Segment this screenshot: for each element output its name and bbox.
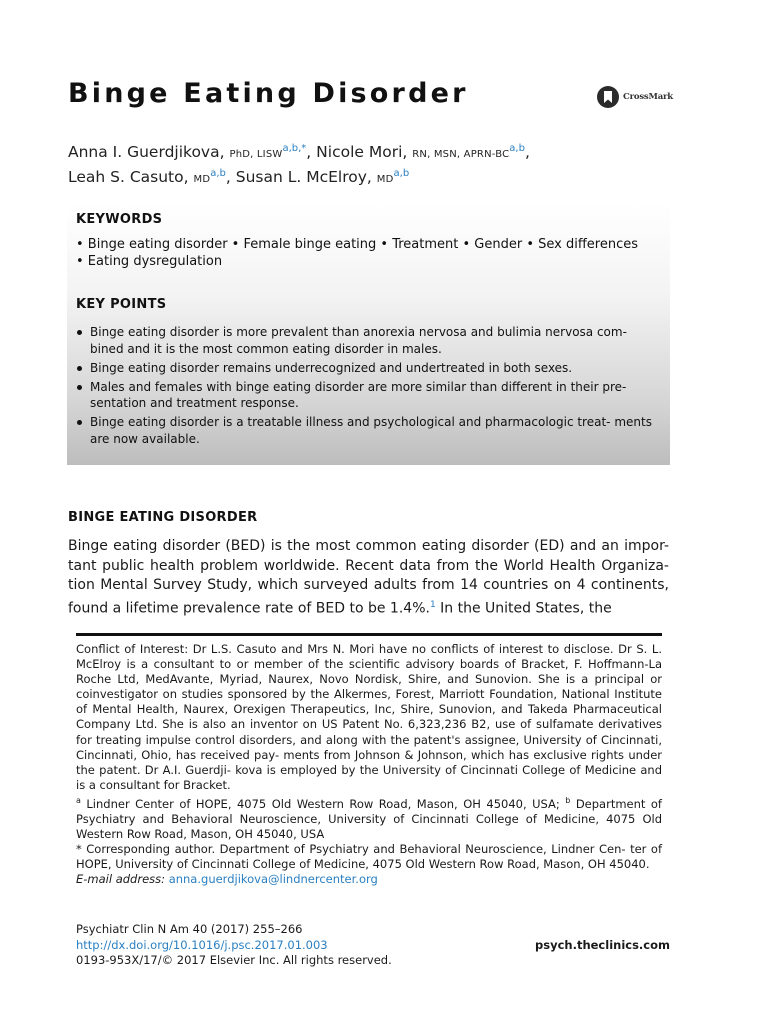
email-line: [76, 872, 662, 887]
reference-link[interactable]: 1: [429, 599, 436, 610]
author-degree: RN, MSN, APRN-BC: [412, 149, 510, 160]
email-label: E-mail address:: [76, 872, 166, 887]
author-separator: ,: [524, 143, 530, 161]
author-affiliation-mark[interactable]: a,b: [509, 142, 525, 154]
author-list: [68, 141, 708, 191]
author-affiliation-mark[interactable]: a,b: [393, 167, 410, 179]
keywords-heading: KEYWORDS: [76, 212, 163, 227]
keywords-keypoints-box: [67, 204, 670, 465]
body-paragraph: [68, 537, 669, 619]
citation-block: [76, 922, 670, 969]
key-point-item: Males and females with binge eating disorder are more similar than different in their pre- sentation and treatment response.: [76, 379, 661, 412]
keywords-line: • Binge eating disorder • Female binge eating • Treatment • Gender • Sex differences: [76, 237, 639, 252]
section-heading: BINGE EATING DISORDER: [68, 510, 258, 525]
key-point-item: Binge eating disorder is a treatable illness and psychological and pharmacologic treat- ments are now available.: [76, 414, 661, 447]
key-point-item: Binge eating disorder remains underrecognized and undertreated in both sexes.: [76, 360, 661, 377]
article-title: Binge Eating Disorder: [68, 78, 469, 109]
key-point-item: Binge eating disorder is more prevalent than anorexia nervosa and bulimia nervosa com- bined and it is the most common eating disorder in males.: [76, 324, 661, 357]
body-text: Binge eating disorder (BED) is the most common eating disorder (ED) and an impor- tant public health problem worldwide. Recent data from the World Health Organiza- tion Mental Survey Study, which surveyed adults from 14 countries on 4 continents, found a lifetime prevalence rate of BED to be 1.4%.: [68, 538, 669, 617]
body-text: In the United States, the: [435, 600, 612, 617]
doi-link[interactable]: http://dx.doi.org/10.1016/j.psc.2017.01.003: [76, 937, 328, 952]
author-affiliation-mark[interactable]: a,b,*: [282, 142, 307, 154]
author-separator: ,: [306, 143, 312, 161]
author-name: Nicole Mori,: [316, 143, 408, 161]
author-separator: ,: [225, 168, 231, 186]
copyright-line: 0193-953X/17/© 2017 Elsevier Inc. All rights reserved.: [76, 953, 392, 967]
affiliation-mark: a: [76, 795, 81, 805]
author-degree: MD: [193, 174, 211, 185]
author-degree: PhD, LISW: [229, 149, 283, 160]
corresponding-author: * Corresponding author. Department of Psychiatry and Behavioral Neuroscience, Lindner Cen- ter of HOPE, University of Cincinnati College of Medicine, 4075 Old Western Row Road, Mason, OH 45040.: [76, 842, 662, 872]
email-link[interactable]: anna.guerdjikova@lindnercenter.org: [168, 872, 378, 887]
footnote-divider: [76, 633, 662, 636]
bookmark-icon: [597, 86, 619, 108]
affiliation-mark: b: [565, 795, 571, 805]
crossmark-label: CrossMark: [623, 92, 673, 102]
journal-website[interactable]: psych.theclinics.com: [535, 937, 670, 952]
author-name: Anna I. Guerdjikova,: [68, 143, 225, 161]
affiliation-text: Lindner Center of HOPE, 4075 Old Western Row Road, Mason, OH 45040, USA;: [80, 796, 566, 811]
keywords-list: [76, 236, 666, 270]
affiliations: [76, 793, 662, 842]
author-name: Susan L. McElroy,: [235, 168, 372, 186]
author-affiliation-mark[interactable]: a,b: [210, 167, 226, 179]
conflict-of-interest: Conflict of Interest: Dr L.S. Casuto and Mrs N. Mori have no conflicts of interest to disclose. Dr S. L. McElroy is a consultant to or member of the scientific advisory boards of Bracket, F. Hoffmann-La Roche Ltd, MedAvante, Myriad, Naurex, Novo Nordisk, Shire, and Sunovion. She is a principal or coinvestigator on studies sponsored by the Alkermes, Forest, Marriott Foundation, National Institute of Mental Health, Naurex, Orexigen Therapeutics, Inc, Shire, Sunovion, and Takeda Pharmaceutical Company Ltd. She is also an inventor on US Patent No. 6,323,236 B2, use of sulfamate derivatives for treating impulse control disorders, and along with the patent's assignee, University of Cincinnati, Cincinnati, Ohio, has received pay- ments from Johnson & Johnson, which has exclusive rights under the patent. Dr A.I. Guerdji- kova is employed by the University of Cincinnati College of Medicine and is a consultant for Bracket.: [76, 642, 662, 792]
author-name: Leah S. Casuto,: [68, 168, 189, 186]
affiliation-text: Department of Psychiatry and Behavioral Neuroscience, University of Cincinnati College of Medicine, 4075 Old Western Row Road, Mason, OH 45040, USA: [76, 796, 662, 841]
keywords-line: • Eating dysregulation: [76, 254, 223, 269]
author-degree: MD: [376, 174, 394, 185]
footnotes: [76, 642, 662, 887]
key-points-list: [76, 324, 661, 450]
crossmark-badge[interactable]: [597, 86, 673, 108]
key-points-heading: KEY POINTS: [76, 297, 167, 312]
journal-citation: Psychiatr Clin N Am 40 (2017) 255–266: [76, 922, 303, 936]
